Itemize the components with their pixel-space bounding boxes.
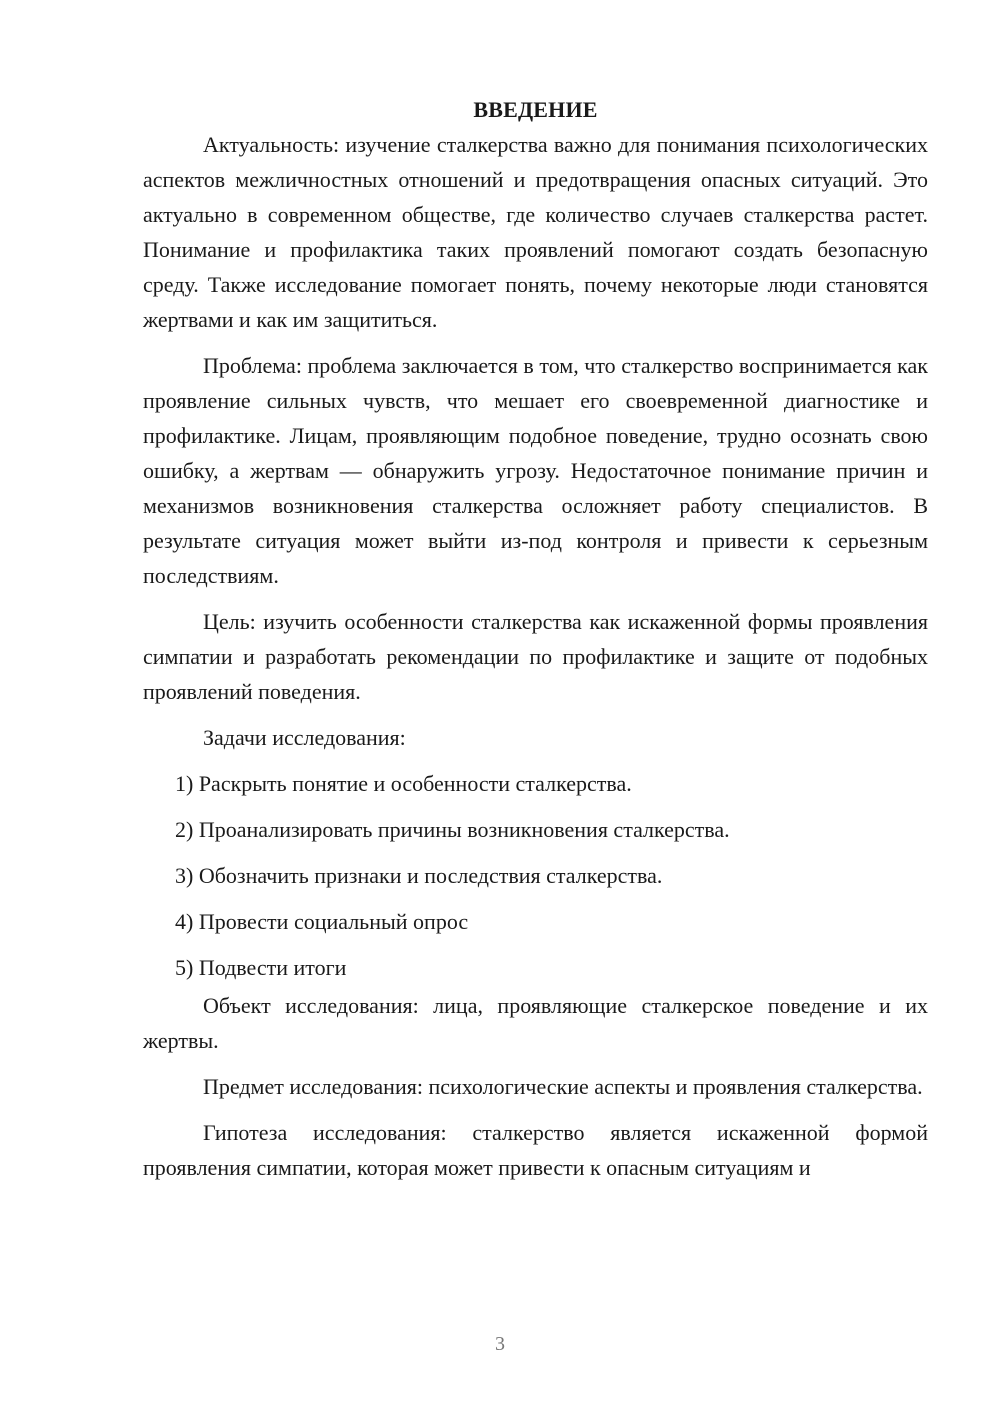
tasks-title: Задачи исследования: (203, 725, 406, 750)
task-item: 2) Проанализировать причины возникновения сталкерства. (175, 817, 730, 842)
paragraph-subject: Предмет исследования: психологические аспекты и проявления сталкерства. (203, 1074, 923, 1099)
paragraph-goal: Цель: изучить особенности сталкерства как искаженной формы проявления симпатии и разработать рекомендации по профилактике и защите от подобных проявлений поведения. (143, 609, 928, 704)
task-item: 4) Провести социальный опрос (175, 909, 469, 934)
task-list (143, 766, 928, 985)
paragraph-hypothesis: Гипотеза исследования: сталкерство является искаженной формой проявления симпатии, которая может привести к опасным ситуациям и (143, 1120, 928, 1180)
paragraph-object: Объект исследования: лица, проявляющие сталкерское поведение и их жертвы. (143, 993, 928, 1053)
task-item: 3) Обозначить признаки и последствия сталкерства. (175, 863, 663, 888)
task-item: 5) Подвести итоги (175, 955, 347, 980)
page-number: 3 (495, 1333, 505, 1355)
paragraph-relevance: Актуальность: изучение сталкерства важно для понимания психологических аспектов межличностных отношений и предотвращения опасных ситуаций. Это актуально в современном обществе, где количество случаев сталкерства растет. Понимание и профилактика таких проявлений помогают создать безопасную среду. Также исследование помогает понять, почему некоторые люди становятся жертвами и как им защититься. (143, 132, 928, 332)
task-item: 1) Раскрыть понятие и особенности сталкерства. (175, 771, 632, 796)
paragraph-problem: Проблема: проблема заключается в том, что сталкерство воспринимается как проявление сильных чувств, что мешает его своевременной диагностике и профилактике. Лицам, проявляющим подобное поведение, трудно осознать свою ошибку, а жертвам — обнаружить угрозу. Недостаточное понимание причин и механизмов возникновения сталкерства осложняет работу специалистов. В результате ситуация может выйти из-под контроля и привести к серьезным последствиям. (143, 353, 928, 588)
section-heading: ВВЕДЕНИЕ (473, 97, 598, 122)
document-page (143, 93, 928, 1185)
